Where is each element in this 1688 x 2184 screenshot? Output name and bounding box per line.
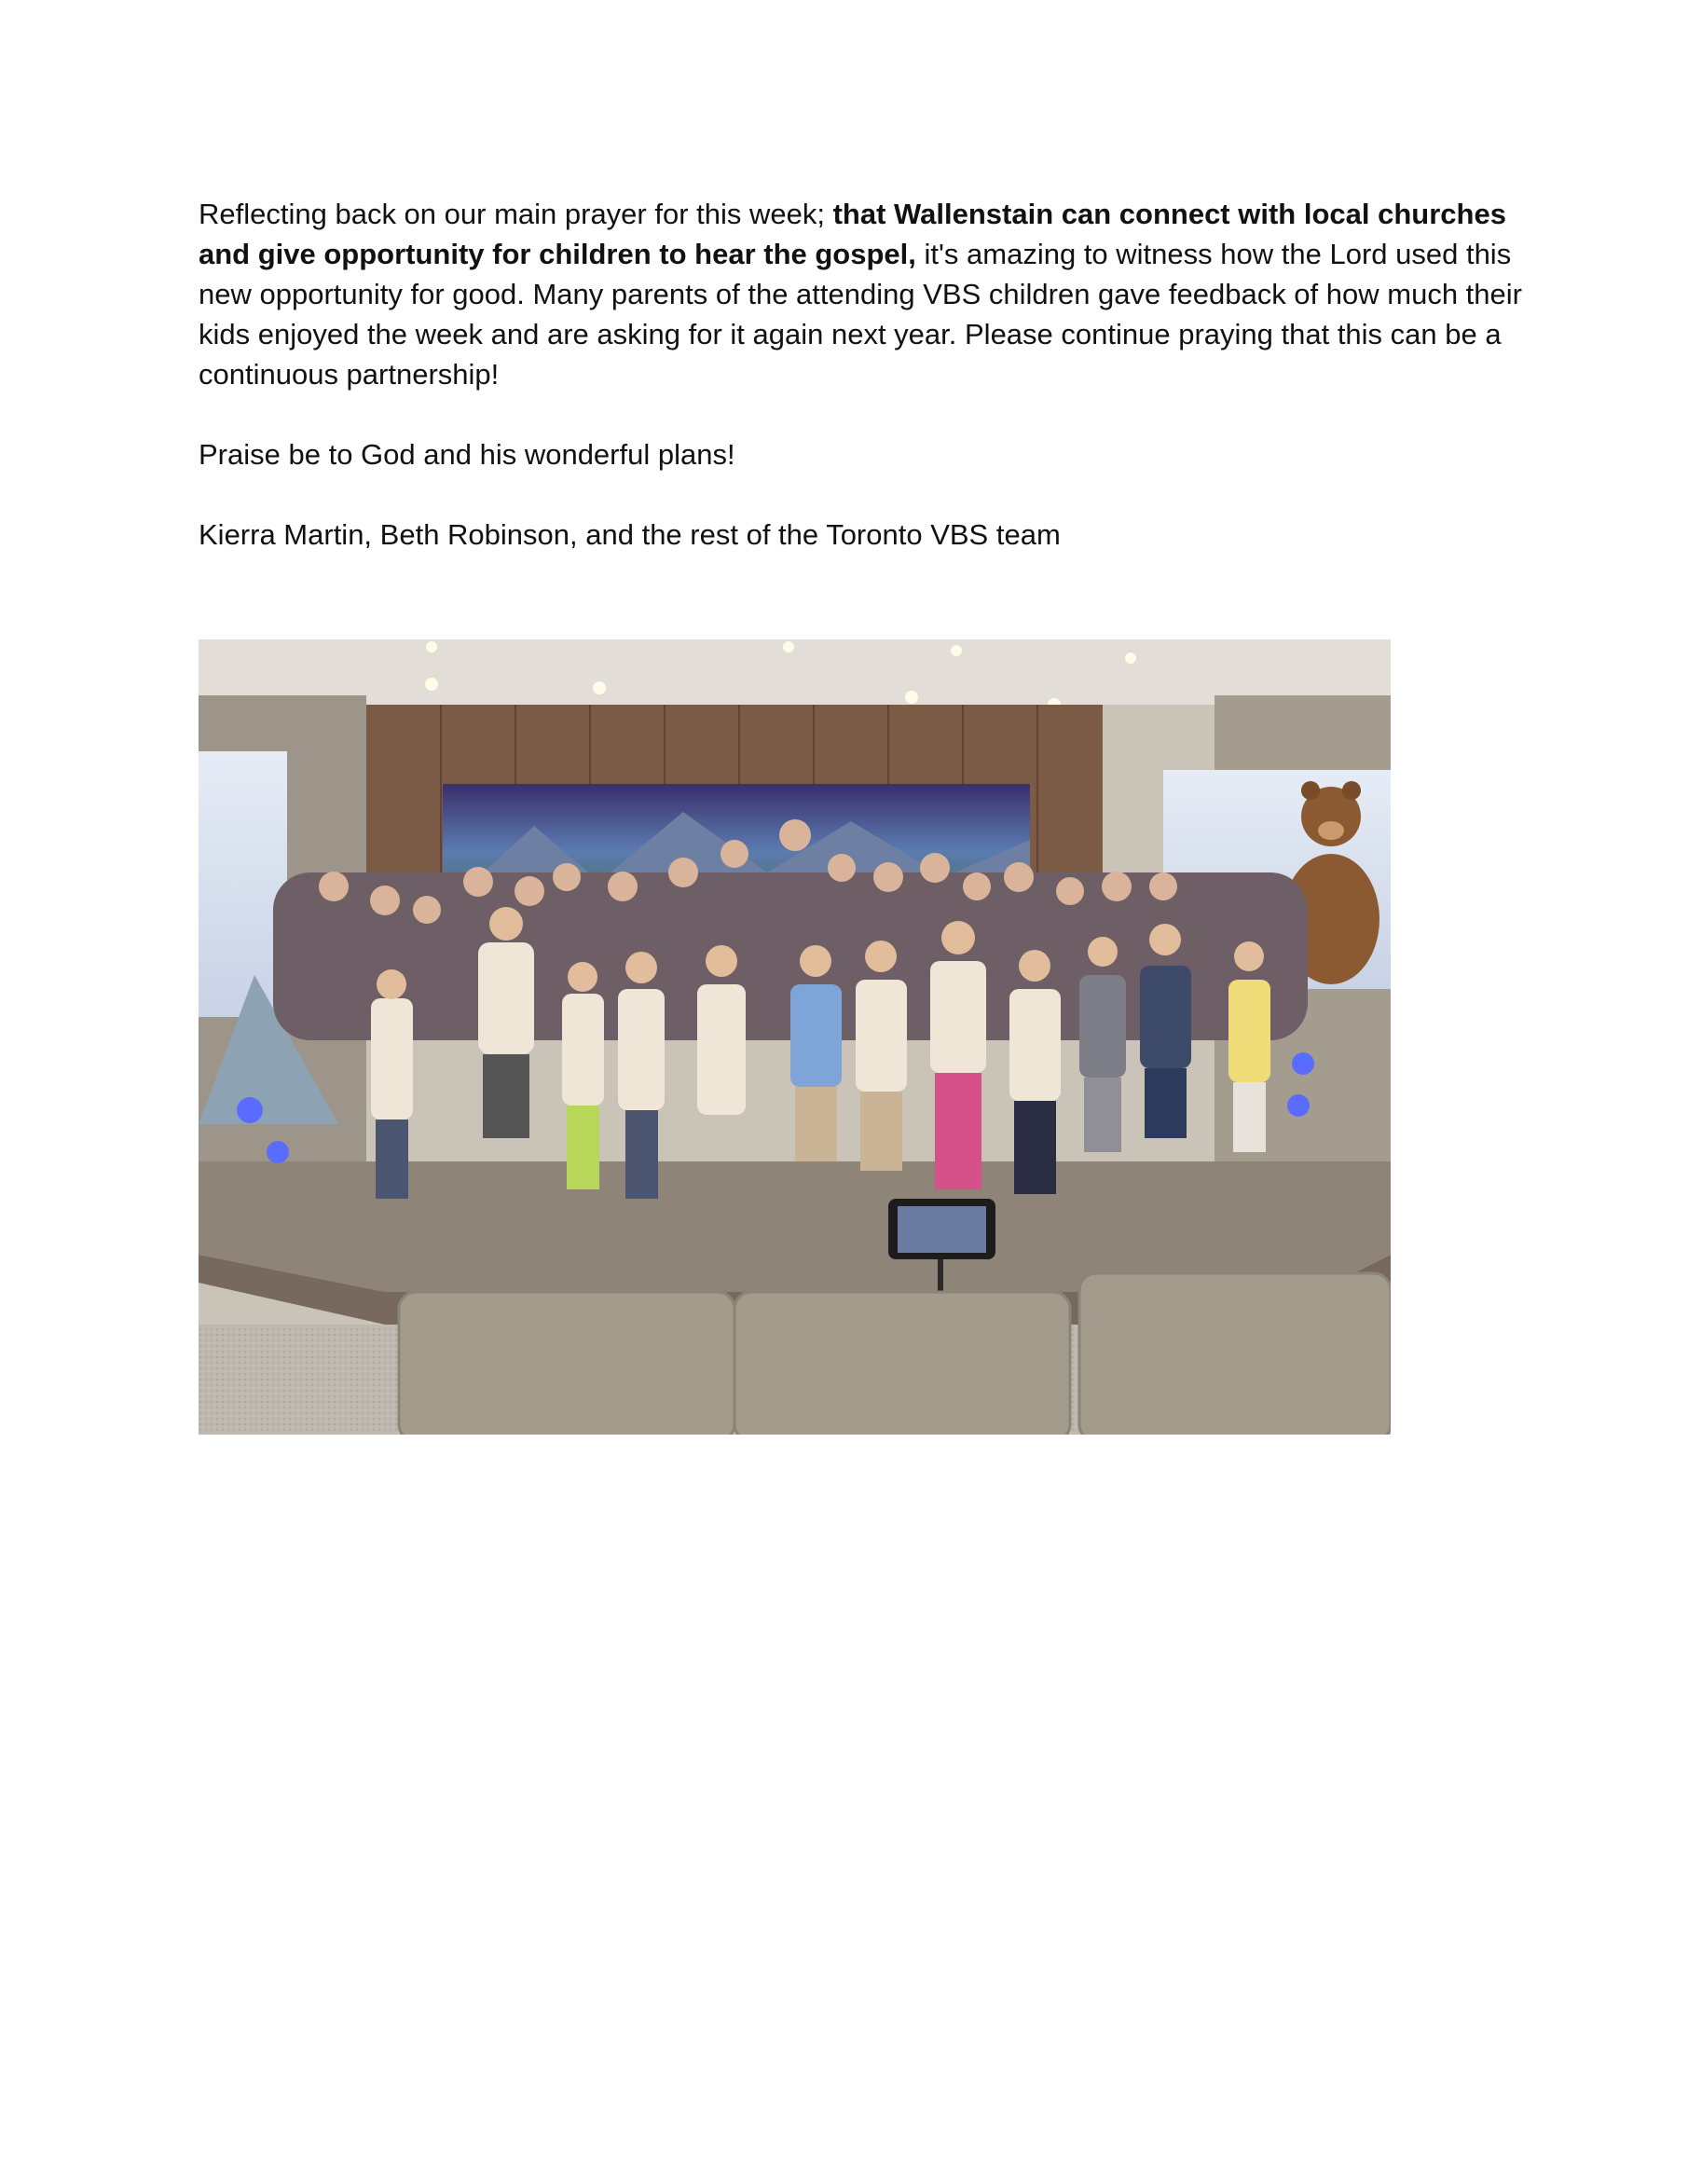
- group-photo-illustration: [199, 639, 1391, 1435]
- prayer-lead-text: Reflecting back on our main prayer for this week;: [199, 198, 833, 230]
- paragraph-praise: Praise be to God and his wonderful plans!: [199, 438, 735, 471]
- paragraph-prayer: [199, 194, 1522, 394]
- ceiling: [199, 639, 1391, 705]
- signature-line: Kierra Martin, Beth Robinson, and the rest of the Toronto VBS team: [199, 518, 1061, 551]
- prayer-rest-text: it's amazing to witness how the Lord used this new opportunity for good. Many parents of the attending VBS children gave feedback of how much their kids enjoyed the week and are asking for it again next year. Please continue praying that this can be a continuous partnership!: [199, 238, 1522, 391]
- group-photo: [199, 639, 1391, 1435]
- body-text: [199, 194, 1522, 595]
- chairs: [399, 1273, 1391, 1435]
- prayer-bold-text: that Wallenstain can connect with local churches and give opportunity for children to hear the gospel,: [199, 198, 1506, 270]
